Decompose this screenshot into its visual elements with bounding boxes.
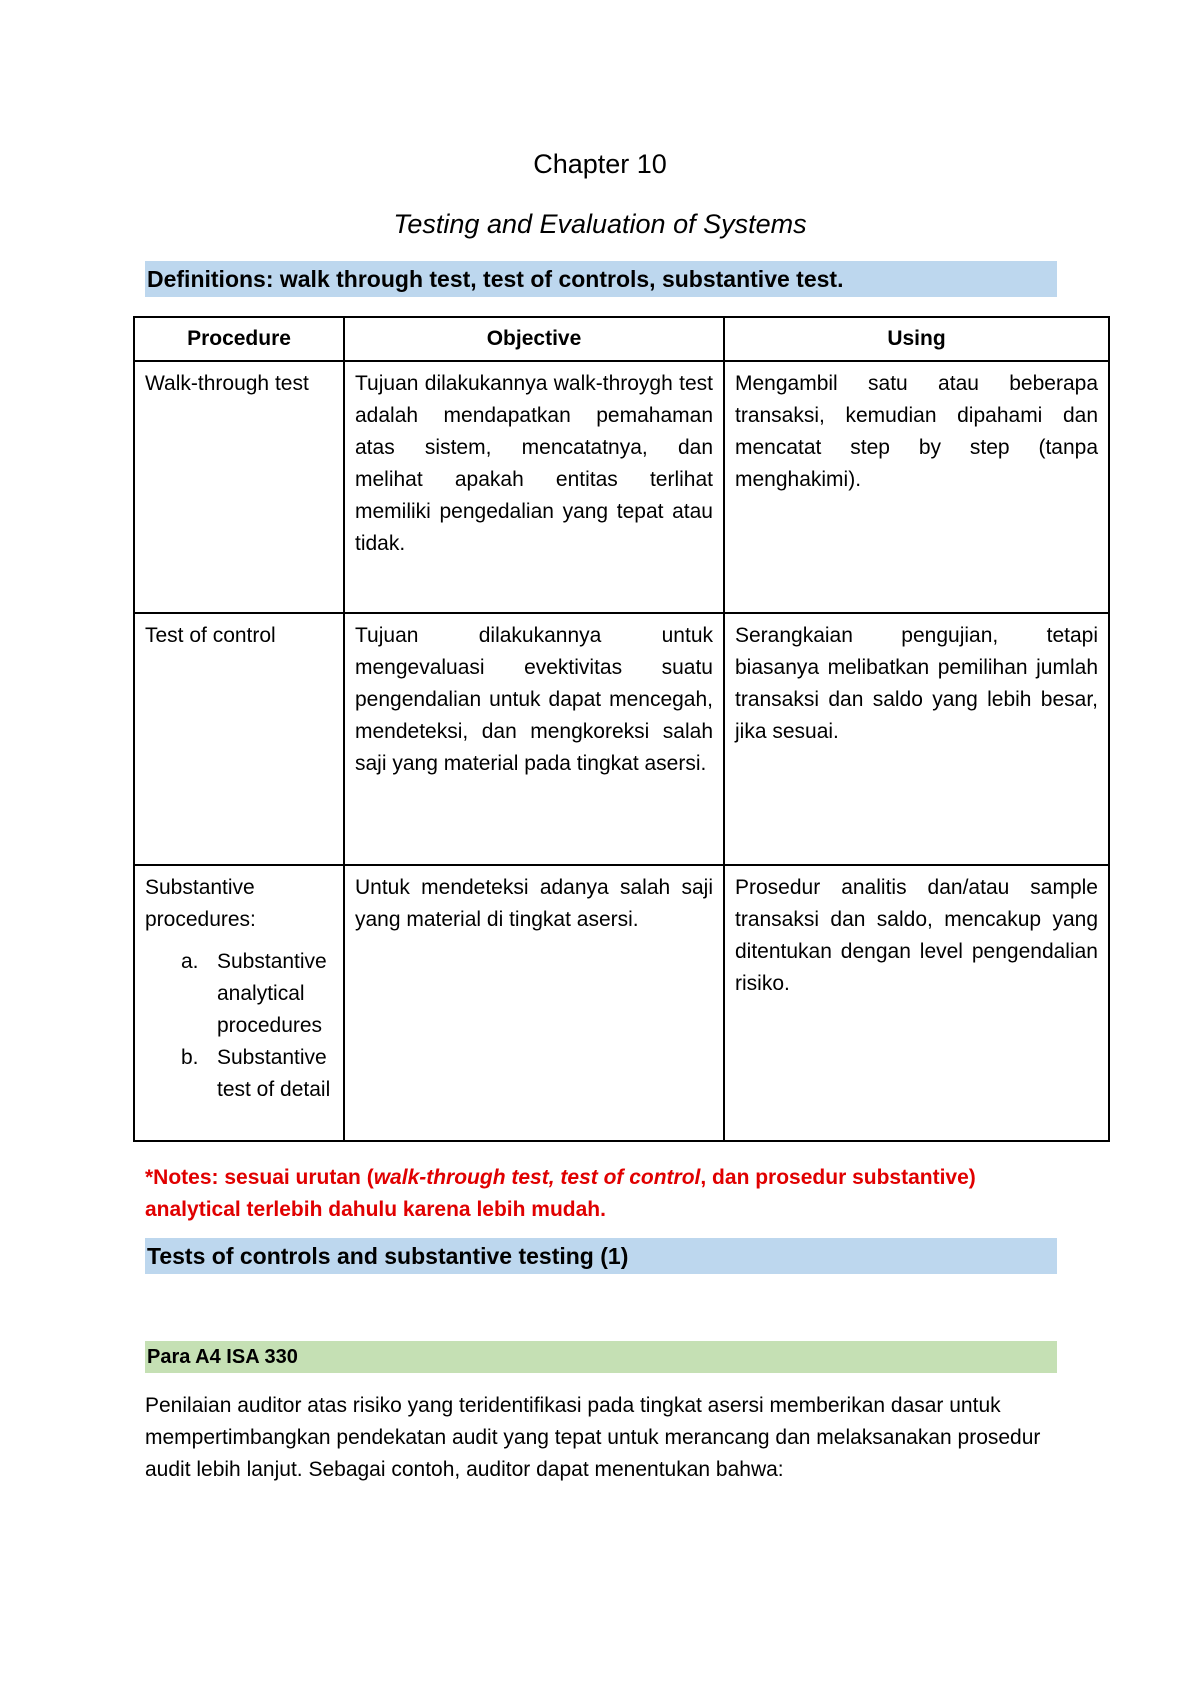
objective-cell: Tujuan dilakukannya walk-throygh test adalah mendapatkan pemahaman atas sistem, mencatatnya, dan melihat apakah entitas terlihat memiliki pengedalian yang tepat atau tidak. [344,361,724,613]
list-item-text: Substantive test of detail [217,1046,331,1101]
tests-heading: Tests of controls and substantive testing (1) [145,1238,1057,1274]
notes-suffix: , dan prosedur substantive) analytical terlebih dahulu karena lebih mudah. [145,1166,976,1221]
using-cell: Serangkaian pengujian, tetapi biasanya melibatkan pemilihan jumlah transaksi dan saldo yang lebih besar, jika sesuai. [724,613,1109,865]
para-heading: Para A4 ISA 330 [145,1341,1057,1373]
objective-cell: Tujuan dilakukannya untuk mengevaluasi evektivitas suatu pengendalian untuk dapat mencegah, mendeteksi, dan mengkoreksi salah saji yang material pada tingkat asersi. [344,613,724,865]
table-row [134,613,1109,865]
notes-text [145,1162,1057,1226]
table-row [134,361,1109,613]
objective-cell: Untuk mendeteksi adanya salah saji yang material di tingkat asersi. [344,865,724,1141]
table-header-row [134,317,1109,361]
list-marker: a. [181,950,199,973]
substantive-list [145,946,333,1106]
procedure-cell [134,865,344,1141]
list-item [181,1042,333,1106]
table-row [134,865,1109,1141]
using-cell: Prosedur analitis dan/atau sample transaksi dan saldo, mencakup yang ditentukan dengan level pengendalian risiko. [724,865,1109,1141]
notes-prefix: *Notes: sesuai urutan ( [145,1166,374,1189]
using-cell: Mengambil satu atau beberapa transaksi, kemudian dipahami dan mencatat step by step (tanpa menghakimi). [724,361,1109,613]
column-header-using: Using [724,317,1109,361]
list-item-text: Substantive analytical procedures [217,950,327,1037]
notes-italic: walk-through test, test of control [373,1166,701,1189]
procedure-label: Substantive procedures: [145,876,256,931]
definitions-heading: Definitions: walk through test, test of controls, substantive test. [145,261,1057,297]
column-header-procedure: Procedure [134,317,344,361]
procedure-cell: Test of control [134,613,344,865]
column-header-objective: Objective [344,317,724,361]
chapter-title: Chapter 10 [533,149,667,179]
chapter-subtitle: Testing and Evaluation of Systems [393,209,807,239]
procedure-cell: Walk-through test [134,361,344,613]
procedures-table [133,316,1110,1142]
body-paragraph: Penilaian auditor atas risiko yang teridentifikasi pada tingkat asersi memberikan dasar untuk mempertimbangkan pendekatan audit yang tepat untuk merancang dan melaksanakan prosedur audit lebih lanjut. Sebagai contoh, auditor dapat menentukan bahwa: [145,1394,1041,1481]
list-item [181,946,333,1042]
list-marker: b. [181,1046,199,1069]
